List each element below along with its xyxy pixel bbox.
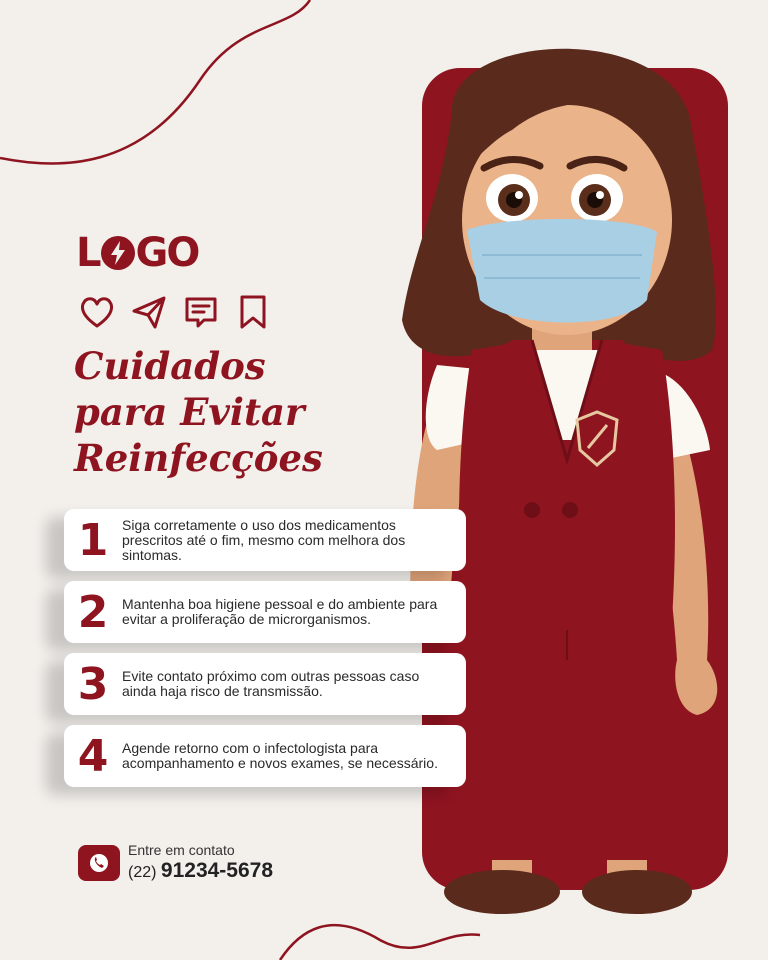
title-line-2: para Evitar — [74, 390, 305, 434]
step-number: 1 — [77, 514, 109, 566]
step-number: 2 — [77, 586, 109, 638]
phone-icon[interactable] — [78, 845, 120, 881]
logo-letter-l: L — [76, 230, 100, 276]
contact-block[interactable] — [78, 842, 273, 883]
step-number: 4 — [77, 730, 109, 782]
step-card-4 — [64, 725, 466, 787]
step-card-2 — [64, 581, 466, 643]
social-icons-row — [78, 293, 272, 331]
brand-logo — [76, 230, 198, 276]
heart-icon[interactable] — [78, 293, 116, 331]
comment-icon[interactable] — [182, 293, 220, 331]
send-icon[interactable] — [130, 293, 168, 331]
title-line-1: Cuidados — [74, 344, 266, 388]
contact-label: Entre em contato — [128, 842, 235, 858]
nurse-illustration — [392, 20, 742, 940]
logo-letters-go: GO — [135, 230, 199, 276]
bookmark-icon[interactable] — [234, 293, 272, 331]
step-text: Siga corretamente o uso dos medicamentos prescritos até o fim, mesmo com melhora dos sintomas. — [122, 516, 406, 563]
phone-digits: 91234-5678 — [160, 859, 274, 882]
step-number: 3 — [77, 658, 109, 710]
step-text: Mantenha boa higiene pessoal e do ambiente para evitar a proliferação de microrganismos. — [122, 596, 438, 627]
title-line-3: Reinfecções — [74, 436, 323, 480]
phone-number[interactable] — [128, 859, 273, 883]
page-title — [74, 343, 414, 481]
step-card-1 — [64, 509, 466, 571]
lightning-icon — [101, 236, 135, 270]
step-card-3 — [64, 653, 466, 715]
step-text: Evite contato próximo com outras pessoas caso ainda haja risco de transmissão. — [122, 668, 420, 699]
area-code: (22) — [128, 864, 157, 881]
step-text: Agende retorno com o infectologista para acompanhamento e novos exames, se necessário. — [122, 740, 438, 771]
